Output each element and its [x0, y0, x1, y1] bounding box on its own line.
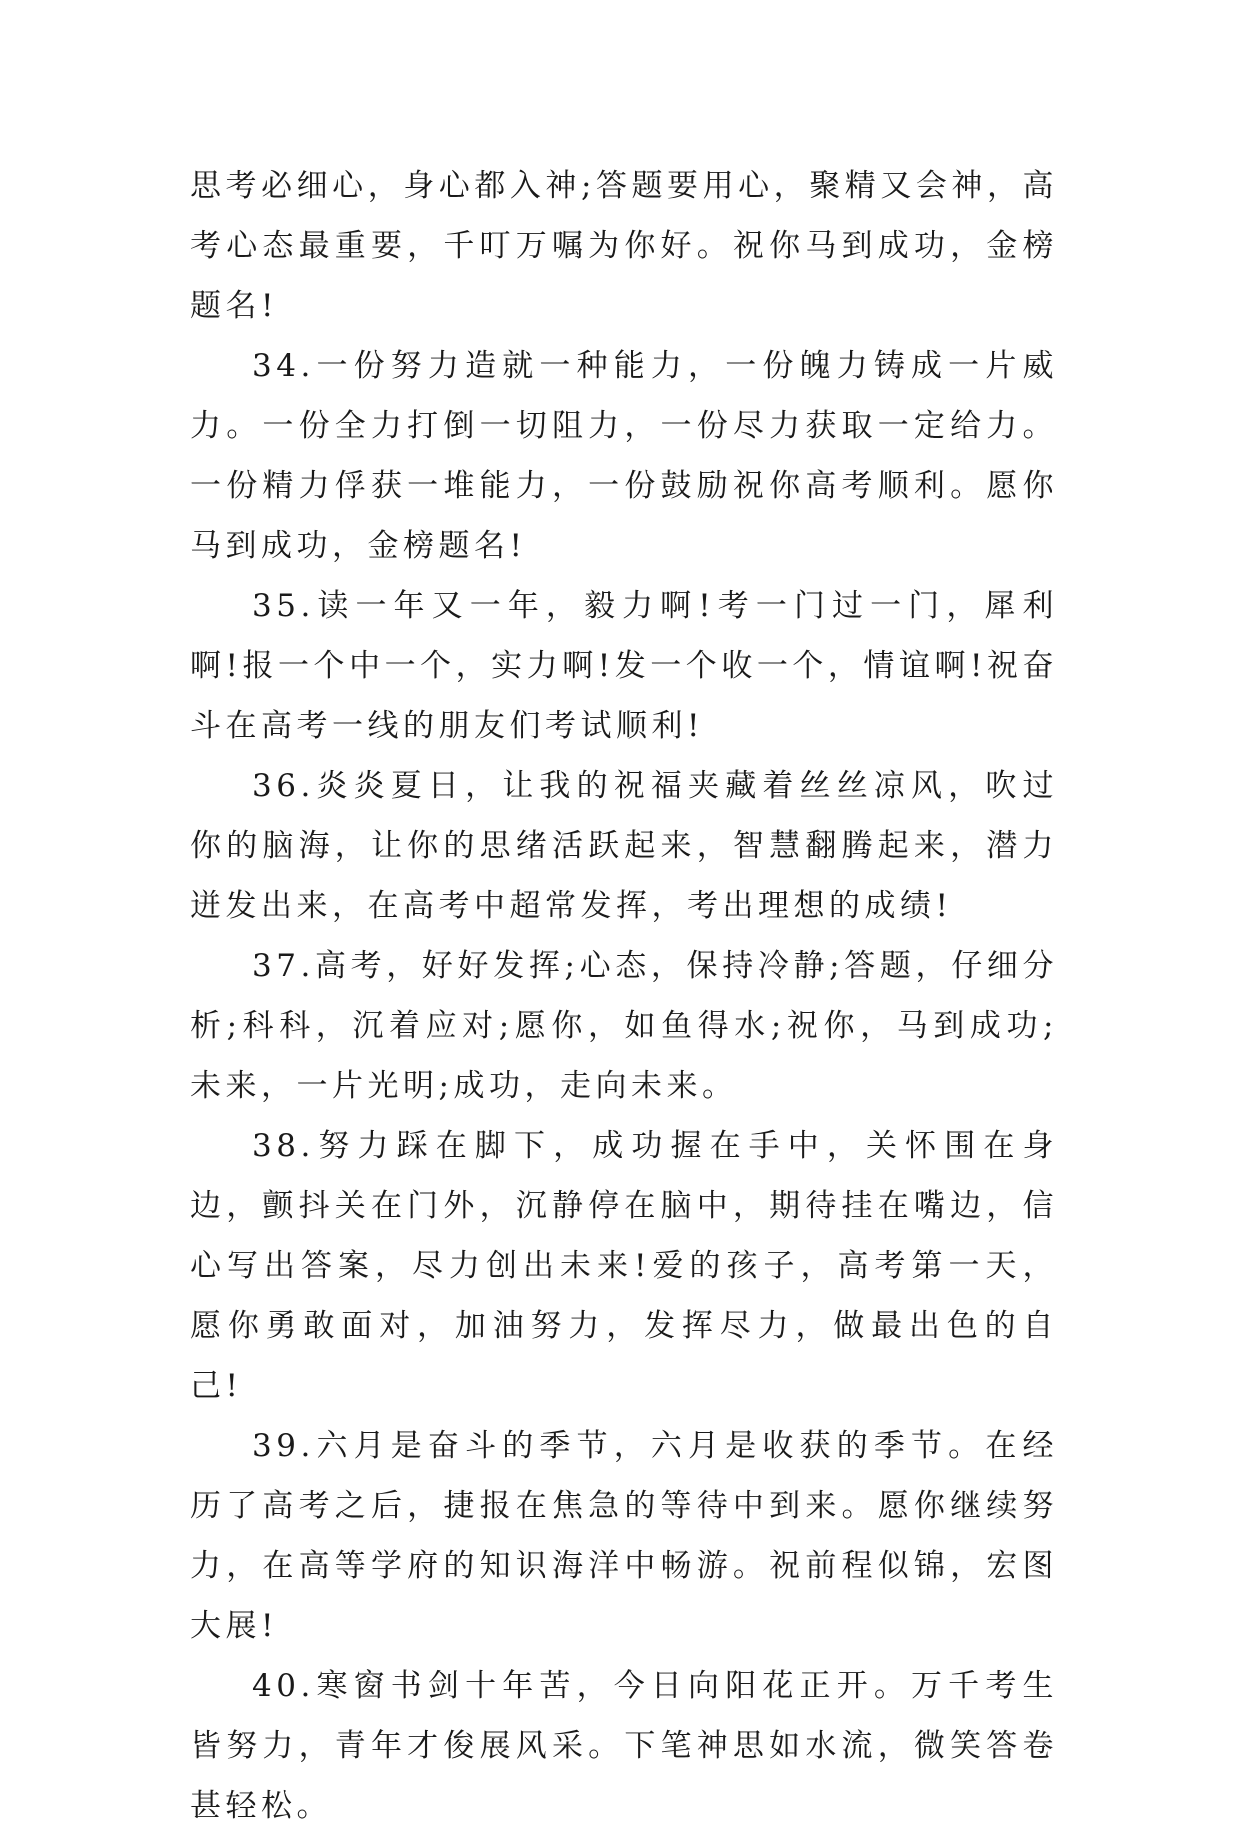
paragraph-38: 38.努力踩在脚下，成功握在手中，关怀围在身边，颤抖关在门外，沉静停在脑中，期待挂在嘴边，信心写出答案，尽力创出未来!爱的孩子，高考第一天，愿你勇敢面对，加油努力，发挥尽力，做最出色的自己! — [190, 1128, 1058, 1404]
paragraph-34: 34.一份努力造就一种能力，一份魄力铸成一片威力。一份全力打倒一切阻力，一份尽力获取一定给力。一份精力俘获一堆能力，一份鼓励祝你高考顺利。愿你马到成功，金榜题名! — [190, 348, 1058, 564]
paragraph-39: 39.六月是奋斗的季节，六月是收获的季节。在经历了高考之后，捷报在焦急的等待中到来。愿你继续努力，在高等学府的知识海洋中畅游。祝前程似锦，宏图大展! — [190, 1428, 1058, 1644]
paragraph-35: 35.读一年又一年，毅力啊!考一门过一门，犀利啊!报一个中一个，实力啊!发一个收一个，情谊啊!祝奋斗在高考一线的朋友们考试顺利! — [190, 588, 1058, 744]
paragraph-40: 40.寒窗书剑十年苦，今日向阳花正开。万千考生皆努力，青年才俊展风采。下笔神思如水流，微笑答卷甚轻松。 — [190, 1668, 1058, 1824]
paragraph-continued: 思考必细心，身心都入神;答题要用心，聚精又会神，高考心态最重要，千叮万嘱为你好。祝你马到成功，金榜题名! — [190, 168, 1058, 324]
paragraph-37: 37.高考，好好发挥;心态，保持冷静;答题，仔细分析;科科，沉着应对;愿你，如鱼得水;祝你，马到成功;未来，一片光明;成功，走向未来。 — [190, 948, 1058, 1104]
document-body — [190, 156, 1058, 1836]
paragraph-36: 36.炎炎夏日，让我的祝福夹藏着丝丝凉风，吹过你的脑海，让你的思绪活跃起来，智慧翻腾起来，潜力迸发出来，在高考中超常发挥，考出理想的成绩! — [190, 768, 1058, 924]
